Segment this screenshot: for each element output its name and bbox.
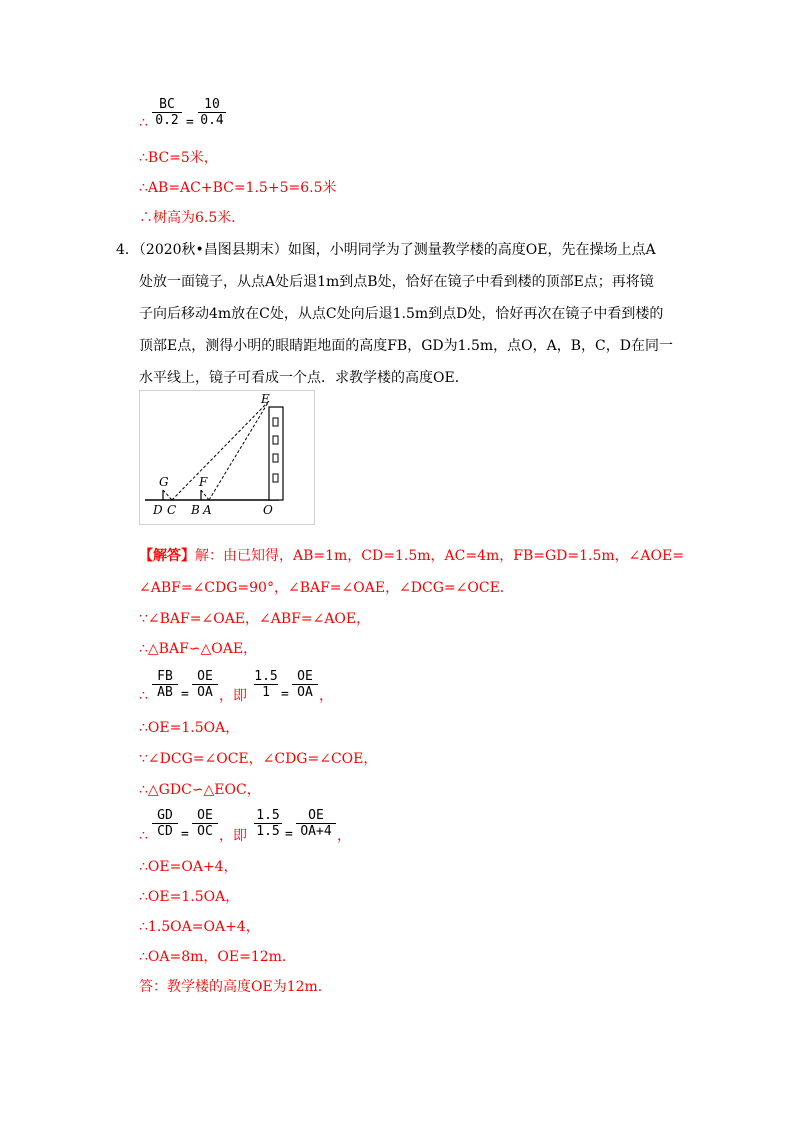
label-f: F (199, 475, 208, 489)
fraction-oe-oa-plus-4: OE OA+4 (296, 808, 336, 840)
fraction-fb-ab: FB AB (152, 669, 178, 701)
label-a: A (203, 503, 212, 517)
window-icon (273, 474, 278, 482)
label-b: B (191, 503, 200, 517)
solution-line-bc: ∴BC=5米， (139, 150, 218, 166)
solution-line-8: ∴OE=OA+4， (139, 859, 238, 875)
fraction-oe-oa: OE OA (192, 669, 218, 701)
solution-line-2: ∠ABF=∠CDG=90°，∠BAF=∠OAE，∠DCG=∠OCE． (139, 580, 514, 596)
figure-frame (140, 391, 315, 525)
therefore-sign: ∴ (139, 828, 148, 844)
label-o: O (263, 503, 273, 517)
window-icon (273, 418, 278, 426)
fraction-15-15: 1.5 1.5 (254, 808, 282, 840)
solution-line-tree-height: ∴树高为6.5米． (139, 210, 246, 226)
window-icon (273, 454, 278, 462)
solution-line-7: ∴△GDC∽△EOC， (139, 782, 261, 798)
solution-line-4: ∴△BAF∽△OAE， (139, 641, 258, 657)
fraction-gd-cd: GD CD (152, 808, 178, 840)
solution-line-5: ∴OE=1.5OA， (139, 720, 240, 736)
fraction-15-1: 1.5 1 (254, 669, 278, 700)
label-g: G (159, 475, 169, 489)
window-icon (273, 436, 278, 444)
solution-line-10: ∴1.5OA=OA+4， (139, 919, 260, 935)
therefore-sign: ∴ (139, 688, 148, 704)
label-e: E (261, 392, 270, 406)
solution-line-3: ∵∠BAF=∠OAE，∠ABF=∠AOE， (139, 611, 371, 627)
therefore-sign: ∴ (139, 115, 148, 131)
question-4-text: 4．（2020秋•昌图县期末）如图，小明同学为了测量教学楼的高度OE，先在操场上点A 处放一面镜子，从点A处后退1m到点B处，恰好在镜子中看到楼的顶部E点；再将镜 子向后移动4m放在C处，从点C处向后退1.5m到点D处，恰好再次在镜子中看到楼的 顶部E点，测得小明的眼睛距地面的高度FB，GD为1.5m，点O，A，B，C，D在同一 水平线上，镜子可看成一个点．求教学楼的高度OE． (116, 242, 673, 386)
solution-line-9: ∴OE=1.5OA， (139, 889, 240, 905)
solution-line-1: 【解答】解：由已知得，AB=1m，CD=1.5m，AC=4m，FB=GD=1.5m，∠AOE= (139, 548, 684, 564)
geometry-figure (139, 390, 315, 525)
fraction-10-over-04: 10 0.4 (198, 97, 226, 129)
label-d: D (153, 503, 163, 517)
fraction-oe-oa-2: OE OA (292, 669, 318, 701)
fraction-bc-over-02: BC 0.2 (152, 97, 182, 129)
label-c: C (167, 503, 177, 517)
solution-line-6: ∵∠DCG=∠OCE，∠CDG=∠COE， (139, 751, 378, 767)
fraction-oe-oc: OE OC (192, 808, 218, 840)
answer-line: 答：教学楼的高度OE为12m． (139, 979, 332, 995)
solution-line-11: ∴OA=8m，OE=12m． (139, 949, 296, 965)
solution-line-ab: ∴AB=AC+BC=1.5+5=6.5米 (139, 180, 337, 196)
